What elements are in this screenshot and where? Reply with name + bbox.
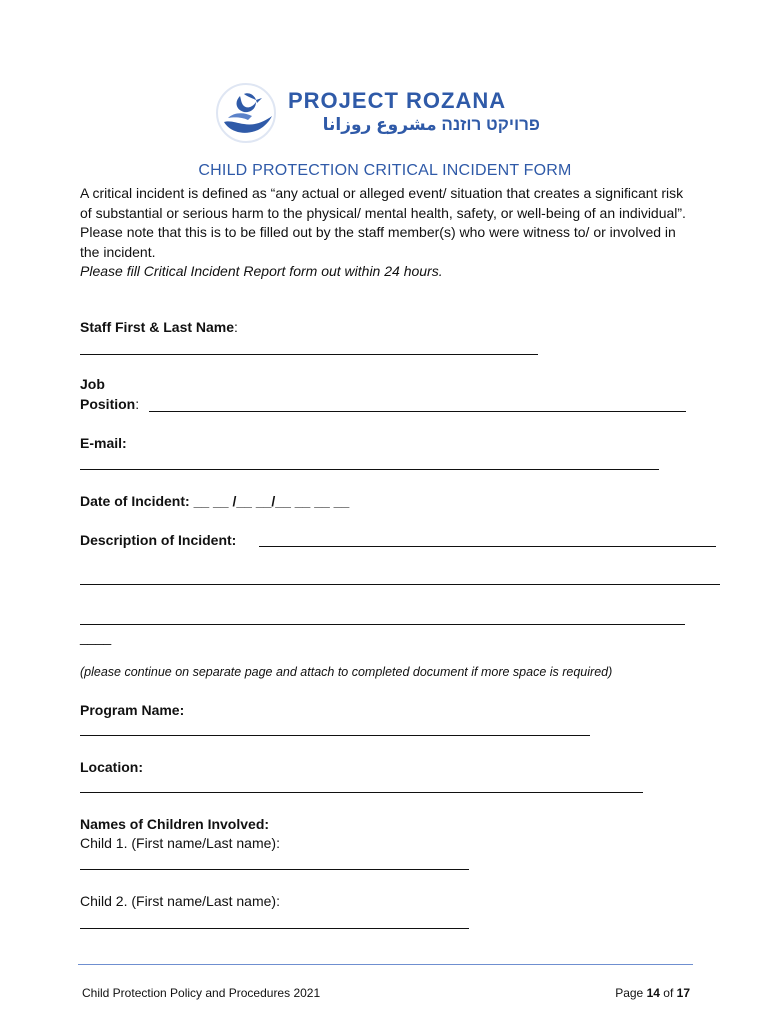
description-line-tail: ____ [80,629,112,645]
footer-total-pages: 17 [676,986,690,1000]
child-2-input-line[interactable] [80,928,469,929]
date-of-incident-row [80,492,349,512]
program-name-label: Program Name: [80,702,185,718]
child-1-input-line[interactable] [80,869,469,870]
job-position-label: Position [80,396,136,412]
child-1-label: Child 1. (First name/Last name): [80,835,280,851]
description-input-line-2[interactable] [80,584,720,585]
location-input-line[interactable] [80,792,643,793]
email-input-line[interactable] [80,469,659,470]
footer-page-number [615,986,690,1000]
intro-text [80,184,695,282]
program-name-input-line[interactable] [80,735,590,736]
staff-name-input-line[interactable] [80,354,538,355]
description-input-line-1[interactable] [259,546,716,547]
child-2-label: Child 2. (First name/Last name): [80,893,280,909]
location-label: Location: [80,759,143,775]
children-involved-label: Names of Children Involved: [80,816,270,832]
hands-holding-bird-icon [214,82,278,144]
logo-name-english: PROJECT ROZANA [288,88,507,113]
job-label: Job [80,376,105,392]
footer-document-title: Child Protection Policy and Procedures 2021 [82,986,321,1000]
job-position-label-row: Position: [80,396,140,412]
job-position-input-line[interactable] [149,411,686,412]
continue-note: (please continue on separate page and attach to completed document if more space is required) [80,665,613,679]
form-title: CHILD PROTECTION CRITICAL INCIDENT FORM [198,162,572,179]
intro-definition: A critical incident is defined as “any actual or alleged event/ situation that creates a significant risk of substantial or serious harm to the physical/ mental health, safety, or well-being of an individual”. [80,185,686,221]
logo-name-hebrew-arabic: פרויקט רוזנה مشروع روزانا [322,115,540,134]
date-of-incident-blanks[interactable]: __ __ /__ __/__ __ __ __ [193,493,350,509]
footer-page-word: Page [615,986,644,1000]
footer-divider [78,964,693,965]
email-label: E-mail: [80,435,127,451]
date-of-incident-label: Date of Incident: [80,493,190,509]
description-input-line-3[interactable] [80,624,685,625]
staff-name-label-row: Staff First & Last Name: [80,319,238,335]
footer-current-page: 14 [646,986,660,1000]
staff-name-label: Staff First & Last Name [80,319,235,335]
intro-instructions: Please note that this is to be filled out by the staff member(s) who were witness to/ or involved in the incident. [80,224,676,260]
intro-deadline: Please fill Critical Incident Report form out within 24 hours. [80,263,443,279]
project-rozana-logo [214,82,554,146]
footer-of-word: of [663,986,674,1000]
description-label: Description of Incident: [80,532,237,548]
